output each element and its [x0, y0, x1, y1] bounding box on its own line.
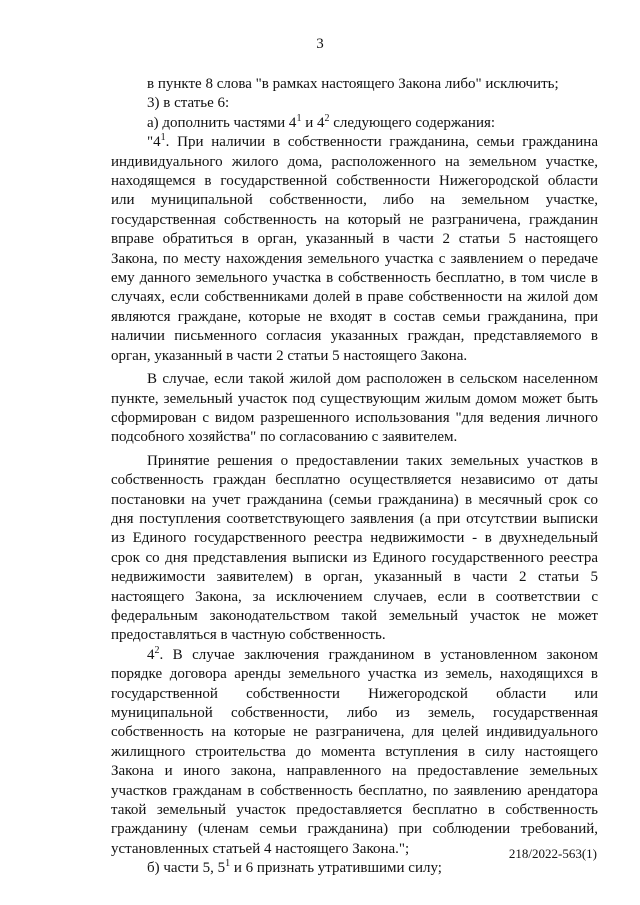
- page-number: 3: [316, 36, 324, 52]
- paragraph-decision: Принятие решения о предоставлении таких земельных участков в собственность граждан бесплатно осуществляется независимо от даты постановки на учет гражданина (семьи гражданина) в месячный срок со дня поступления соответствующего заявления (а при отсутствии выписки из Единого государственного реестра недвижимости - в двухнедельный срок со дня представления выписки из Единого государственного реестра недвижимости заявителем) в орган, указанный в части 2 статьи 5 настоящего Закона, за исключением случаев, если в соответствии с федеральным законодательством такой земельный участок не может предоставляться в частную собственность.: [111, 452, 598, 644]
- paragraph-part-4-2: $4^2$. В случае заключения гражданином в установленном законом порядке договора аренды земельного участка из земель, находящихся в государственной собственности Нижегородской области или муниципальной собственности, либо из земель, государственная собственность на которые не разграничена, для целей индивидуального жилищного строительства до момента вступления в силу настоящего Закона и иного закона, направленного на предоставление земельных участков гражданам в собственность бесплатно, по заявлению арендатора такой земельный участок предоставляется бесплатно в собственность гражданину (членам семьи гражданина) при соблюдении требований, установленных статьей 4 настоящего Закона.";: [111, 644, 598, 857]
- paragraph-repeal: б) части 5, $5^1$ и 6 признать утратившими силу;: [147, 858, 442, 877]
- document-body: [111, 75, 598, 879]
- paragraph-article6: 3) в статье 6:: [147, 95, 230, 112]
- paragraph-rural: В случае, если такой жилой дом расположен в сельском населенном пункте, земельный участок под существующим жилым домом может быть сформирован с видом разрешенного использования "для ведения личного подсобного хозяйства" по согласованию с заявителем.: [111, 371, 598, 446]
- document-code: 218/2022-563(1): [508, 846, 597, 861]
- paragraph-part-4-1: "$4^1$. При наличии в собственности гражданина, семьи гражданина индивидуального жилого дома, расположенного на земельном участке, находящемся в государственной собственности Нижегородской области или муниципальной собственности, либо на земельном участке, государственная собственность на который не разграничена, гражданин вправе обратиться в орган, указанный в части 2 статьи 5 настоящего Закона, по месту нахождения земельного участка с заявлением о передаче ему данного земельного участка в собственность бесплатно, в том числе в случаях, если собственниками долей в праве собственности на жилой дом являются граждане, которые не входят в состав семьи гражданина, при наличии письменного согласия указанных граждан, представляемого в орган, указанный в части 2 статьи 5 настоящего Закона.: [111, 132, 598, 364]
- paragraph-item8: в пункте 8 слова "в рамках настоящего Закона либо" исключить;: [147, 76, 559, 92]
- paragraph-add-parts: а) дополнить частями $4^1$ и $4^2$ следующего содержания:: [147, 112, 496, 131]
